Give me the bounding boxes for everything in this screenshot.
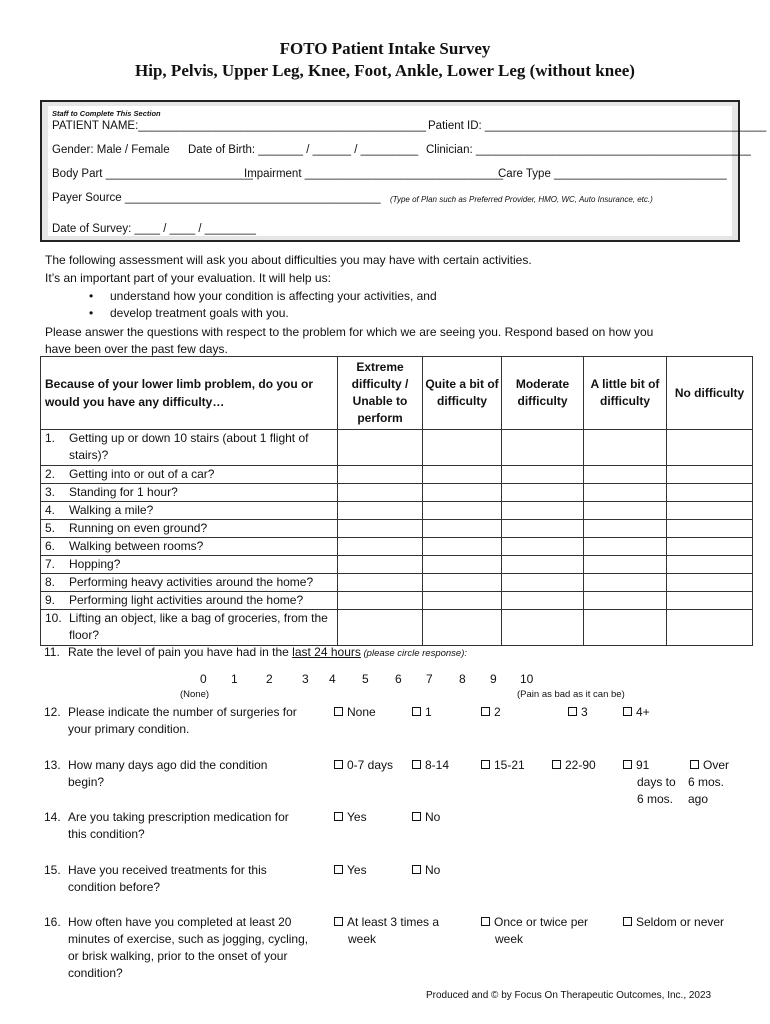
- table-row: [41, 592, 753, 610]
- answer-cell[interactable]: [338, 466, 423, 484]
- question-number: 7.: [45, 557, 56, 571]
- q16-option-3-times[interactable]: [334, 915, 439, 929]
- answer-cell[interactable]: [338, 610, 423, 646]
- intro-line-2: It’s an important part of your evaluation. It will help us:: [45, 271, 331, 285]
- impairment-field[interactable]: Impairment _______________________________: [244, 168, 503, 180]
- q12-number: 12.: [44, 705, 61, 719]
- checkbox-icon[interactable]: [568, 707, 577, 716]
- q11-prompt: [68, 645, 467, 659]
- intro-line-4: have been over the past few days.: [45, 342, 228, 356]
- answer-cell[interactable]: [584, 592, 667, 610]
- answer-cell[interactable]: [338, 592, 423, 610]
- q13-text-line-1: How many days ago did the condition: [68, 758, 268, 772]
- answer-cell[interactable]: [584, 556, 667, 574]
- q16-text-line-4: condition?: [68, 966, 123, 980]
- q13-option-91-days[interactable]: [623, 758, 649, 772]
- table-row: [41, 556, 753, 574]
- answer-cell[interactable]: [667, 610, 753, 646]
- answer-cell[interactable]: [502, 610, 584, 646]
- answer-cell[interactable]: [502, 466, 584, 484]
- checkbox-icon[interactable]: [334, 760, 343, 769]
- question-header: Because of your lower limb problem, do you or would you have any difficulty…: [41, 357, 338, 430]
- answer-cell[interactable]: [584, 484, 667, 502]
- payer-source-field[interactable]: Payer Source ________________________________________: [52, 192, 381, 204]
- option-label: None: [347, 705, 376, 719]
- q11-underlined: last 24 hours: [292, 645, 361, 659]
- question-text: Standing for 1 hour?: [69, 485, 178, 499]
- q13-option-8-14[interactable]: [412, 758, 449, 772]
- question-text: Walking between rooms?: [69, 539, 204, 553]
- option-label: 3: [581, 705, 588, 719]
- pain-scale-option[interactable]: 6: [395, 672, 402, 686]
- answer-cell[interactable]: [584, 466, 667, 484]
- option-label: week: [495, 932, 524, 946]
- pain-scale-option[interactable]: 5: [362, 672, 369, 686]
- column-header-moderate: Moderate difficulty: [502, 357, 584, 430]
- question-number: 6.: [45, 539, 56, 553]
- checkbox-icon[interactable]: [481, 707, 490, 716]
- staff-section: [40, 100, 767, 242]
- q15-text-line-1: Have you received treatments for this: [68, 863, 267, 877]
- pain-scale-option[interactable]: 10: [520, 672, 534, 686]
- q11-text: Rate the level of pain you have had in the: [68, 645, 293, 659]
- checkbox-icon[interactable]: [334, 812, 343, 821]
- option-label: 15-21: [494, 758, 525, 772]
- answer-cell[interactable]: [423, 610, 502, 646]
- q13-option-over-6-mos[interactable]: [690, 758, 729, 772]
- checkbox-icon[interactable]: [334, 865, 343, 874]
- checkbox-icon[interactable]: [623, 917, 632, 926]
- bullet-icon: •: [89, 289, 94, 303]
- answer-cell[interactable]: [502, 592, 584, 610]
- clinician-field[interactable]: Clinician: ___________________________________________: [426, 144, 751, 156]
- q12-option-2[interactable]: [481, 705, 501, 719]
- q13-option-15-21[interactable]: [481, 758, 525, 772]
- answer-cell[interactable]: [667, 592, 753, 610]
- answer-cell[interactable]: [502, 484, 584, 502]
- patient-id-field[interactable]: Patient ID: ____________________________________________: [428, 120, 767, 132]
- question-number: 1.: [45, 431, 56, 445]
- question-text: Lifting an object, like a bag of groceries, from the floor?: [69, 611, 328, 642]
- checkbox-icon[interactable]: [623, 760, 632, 769]
- answer-cell[interactable]: [584, 520, 667, 538]
- question-number: 5.: [45, 521, 56, 535]
- bullet-icon: •: [89, 306, 94, 320]
- answer-cell[interactable]: [423, 574, 502, 592]
- option-label: 22-90: [565, 758, 596, 772]
- table-row: [41, 466, 753, 484]
- option-label: days to: [637, 775, 676, 789]
- q14-text-line-2: this condition?: [68, 827, 145, 841]
- q15-option-no[interactable]: [412, 863, 440, 877]
- question-text: Getting into or out of a car?: [69, 467, 215, 481]
- q16-text-line-3: or brisk walking, prior to the onset of your: [68, 949, 288, 963]
- pain-high-label: (Pain as bad as it can be): [517, 689, 625, 700]
- checkbox-icon[interactable]: [412, 760, 421, 769]
- question-number: 10.: [45, 611, 62, 625]
- answer-cell[interactable]: [423, 538, 502, 556]
- answer-cell[interactable]: [584, 610, 667, 646]
- checkbox-icon[interactable]: [334, 707, 343, 716]
- answer-cell[interactable]: [667, 556, 753, 574]
- answer-cell[interactable]: [667, 466, 753, 484]
- answer-cell[interactable]: [502, 574, 584, 592]
- pain-low-label: (None): [180, 689, 210, 700]
- intro-line-3: Please answer the questions with respect to the problem for which we are seeing you. Respond based on how you: [45, 325, 654, 339]
- answer-cell[interactable]: [502, 502, 584, 520]
- intro-bullet-2: develop treatment goals with you.: [110, 306, 289, 320]
- answer-cell[interactable]: [584, 574, 667, 592]
- q14-option-no[interactable]: [412, 810, 440, 824]
- answer-cell[interactable]: [667, 538, 753, 556]
- q13-option-0-7[interactable]: [334, 758, 393, 772]
- checkbox-icon[interactable]: [552, 760, 561, 769]
- answer-cell[interactable]: [423, 466, 502, 484]
- option-label: 91: [636, 758, 650, 772]
- pain-scale-option[interactable]: 2: [266, 672, 273, 686]
- q13-text-line-2: begin?: [68, 775, 105, 789]
- option-label: 8-14: [425, 758, 450, 772]
- column-header-extreme: Extreme difficulty / Unable to perform: [338, 357, 423, 430]
- q11-note: (please circle response):: [360, 648, 468, 659]
- q16-text-line-1: How often have you completed at least 20: [68, 915, 292, 929]
- q14-option-yes[interactable]: [334, 810, 367, 824]
- question-text: Running on even ground?: [69, 521, 208, 535]
- option-label: Yes: [347, 863, 367, 877]
- q12-option-none[interactable]: [334, 705, 376, 719]
- table-row: [41, 484, 753, 502]
- answer-cell[interactable]: [423, 556, 502, 574]
- date-of-survey-field[interactable]: Date of Survey: ____ / ____ / ________: [52, 223, 256, 235]
- answer-cell[interactable]: [502, 556, 584, 574]
- option-label: 0-7 days: [347, 758, 394, 772]
- question-number: 8.: [45, 575, 56, 589]
- difficulty-table: [40, 356, 753, 646]
- answer-cell[interactable]: [338, 574, 423, 592]
- answer-cell[interactable]: [584, 502, 667, 520]
- question-number: 3.: [45, 485, 56, 499]
- option-label: Yes: [347, 810, 367, 824]
- question-number: 4.: [45, 503, 56, 517]
- table-row: [41, 430, 753, 466]
- answer-cell[interactable]: [502, 430, 584, 466]
- option-label: No: [425, 863, 441, 877]
- question-text: Walking a mile?: [69, 503, 154, 517]
- question-text: Performing light activities around the home?: [69, 593, 304, 607]
- answer-cell[interactable]: [667, 484, 753, 502]
- q12-option-4plus[interactable]: [623, 705, 650, 719]
- answer-cell[interactable]: [423, 520, 502, 538]
- answer-cell[interactable]: [423, 430, 502, 466]
- intro-line-1: The following assessment will ask you about difficulties you may have with certain activities.: [45, 253, 532, 267]
- q12-text-line-1: Please indicate the number of surgeries for: [68, 705, 297, 719]
- table-row: [41, 574, 753, 592]
- pain-scale-option[interactable]: 0: [200, 672, 207, 686]
- answer-cell[interactable]: [338, 538, 423, 556]
- question-text: Performing heavy activities around the home?: [69, 575, 314, 589]
- answer-cell[interactable]: [584, 430, 667, 466]
- table-row: [41, 538, 753, 556]
- q16-number: 16.: [44, 915, 61, 929]
- option-label: week: [348, 932, 377, 946]
- answer-cell[interactable]: [502, 538, 584, 556]
- question-number: 9.: [45, 593, 56, 607]
- intro-bullet-1: understand how your condition is affecting your activities, and: [110, 289, 437, 303]
- table-row: [41, 520, 753, 538]
- q11-number: 11.: [44, 645, 60, 659]
- option-label: Once or twice per: [494, 915, 589, 929]
- option-label: No: [425, 810, 441, 824]
- table-row: [41, 502, 753, 520]
- pain-scale-option[interactable]: 8: [459, 672, 466, 686]
- footer-copyright: Produced and © by Focus On Therapeutic Outcomes, Inc., 2023: [426, 990, 712, 1001]
- checkbox-icon[interactable]: [690, 760, 699, 769]
- q15-text-line-2: condition before?: [68, 880, 161, 894]
- question-text: Getting up or down 10 stairs (about 1 flight of stairs)?: [69, 431, 309, 462]
- dob-field[interactable]: Date of Birth: _______ / ______ / _________: [188, 144, 419, 156]
- option-label: 4+: [636, 705, 650, 719]
- q15-option-yes[interactable]: [334, 863, 367, 877]
- answer-cell[interactable]: [338, 556, 423, 574]
- question-text: Hopping?: [69, 557, 121, 571]
- q15-number: 15.: [44, 863, 61, 877]
- answer-cell[interactable]: [667, 520, 753, 538]
- answer-cell[interactable]: [423, 502, 502, 520]
- question-number: 2.: [45, 467, 56, 481]
- option-label: 1: [425, 705, 432, 719]
- answer-cell[interactable]: [423, 484, 502, 502]
- table-row: [41, 610, 753, 646]
- checkbox-icon[interactable]: [412, 812, 421, 821]
- q13-option-22-90[interactable]: [552, 758, 596, 772]
- option-label: 2: [494, 705, 501, 719]
- answer-cell[interactable]: [423, 592, 502, 610]
- checkbox-icon[interactable]: [481, 760, 490, 769]
- answer-cell[interactable]: [584, 538, 667, 556]
- q12-text-line-2: your primary condition.: [68, 722, 190, 736]
- checkbox-icon[interactable]: [623, 707, 632, 716]
- checkbox-icon[interactable]: [481, 917, 490, 926]
- answer-cell[interactable]: [338, 430, 423, 466]
- option-label: 6 mos.: [688, 775, 725, 789]
- answer-cell[interactable]: [502, 520, 584, 538]
- staff-heading: Staff to Complete This Section: [52, 109, 161, 118]
- answer-cell[interactable]: [667, 430, 753, 466]
- column-header-quite-a-bit: Quite a bit of difficulty: [423, 357, 502, 430]
- q16-option-seldom[interactable]: [623, 915, 724, 929]
- option-label: At least 3 times a: [347, 915, 440, 929]
- page-subtitle: Hip, Pelvis, Upper Leg, Knee, Foot, Ankle, Lower Leg (without knee): [135, 61, 635, 80]
- patient-name-field[interactable]: PATIENT NAME:_____________________________________________: [52, 120, 427, 132]
- pain-scale-option[interactable]: 4: [329, 672, 336, 686]
- q14-number: 14.: [44, 810, 61, 824]
- page-title: FOTO Patient Intake Survey: [279, 39, 491, 58]
- q12-option-1[interactable]: [412, 705, 432, 719]
- option-label: Over: [703, 758, 730, 772]
- payer-note: (Type of Plan such as Preferred Provider, HMO, WC, Auto Insurance, etc.): [390, 195, 653, 204]
- body-part-field[interactable]: Body Part _______________________: [52, 168, 253, 180]
- column-header-no-difficulty: No difficulty: [667, 357, 753, 430]
- q14-text-line-1: Are you taking prescription medication for: [68, 810, 289, 824]
- answer-cell[interactable]: [338, 484, 423, 502]
- pain-scale-option[interactable]: 1: [231, 672, 238, 686]
- q12-option-3[interactable]: [568, 705, 588, 719]
- column-header-little-bit: A little bit of difficulty: [584, 357, 667, 430]
- gender-field[interactable]: Gender: Male / Female: [52, 144, 170, 156]
- checkbox-icon[interactable]: [412, 865, 421, 874]
- care-type-field[interactable]: Care Type ___________________________: [498, 168, 727, 180]
- q16-option-once-twice[interactable]: [481, 915, 588, 929]
- checkbox-icon[interactable]: [334, 917, 343, 926]
- pain-scale-option[interactable]: 3: [302, 672, 309, 686]
- checkbox-icon[interactable]: [412, 707, 421, 716]
- option-label: Seldom or never: [636, 915, 725, 929]
- answer-cell[interactable]: [338, 520, 423, 538]
- option-label: 6 mos.: [637, 792, 674, 806]
- q16-text-line-2: minutes of exercise, such as jogging, cycling,: [68, 932, 309, 946]
- option-label: ago: [688, 792, 709, 806]
- pain-scale-option[interactable]: 9: [490, 672, 497, 686]
- answer-cell[interactable]: [667, 574, 753, 592]
- q13-number: 13.: [44, 758, 61, 772]
- answer-cell[interactable]: [338, 502, 423, 520]
- answer-cell[interactable]: [667, 502, 753, 520]
- pain-scale-option[interactable]: 7: [426, 672, 433, 686]
